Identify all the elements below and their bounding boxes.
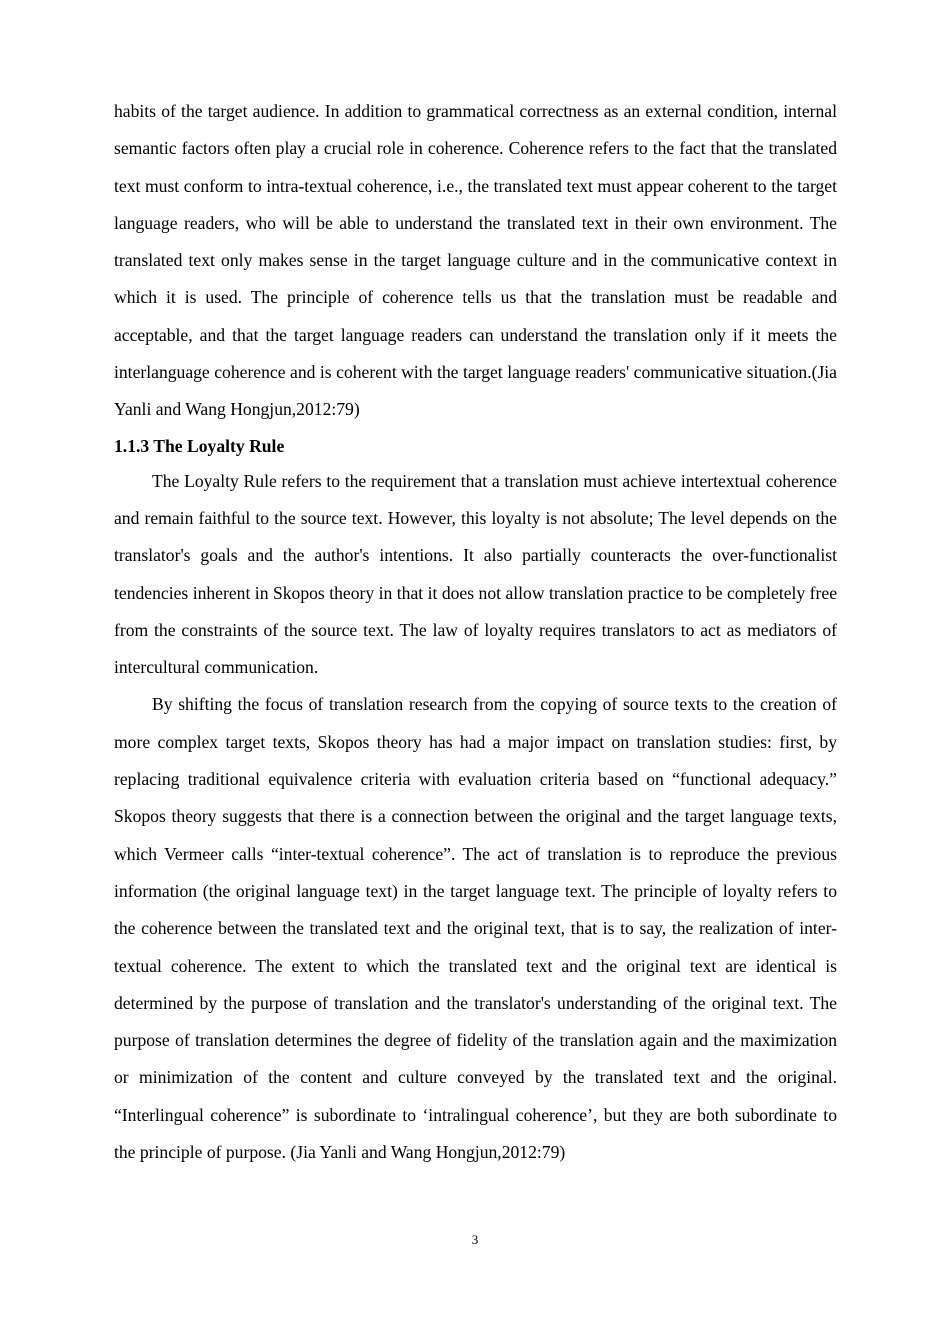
section-heading: 1.1.3 The Loyalty Rule bbox=[114, 435, 285, 456]
body-paragraph-continued: habits of the target audience. In addition to grammatical correctness as an external condition, internal semantic factors often play a crucial role in coherence. Coherence refers to the fact that the translated text must conform to intra-textual coherence, i.e., the translated text must appear coherent to the target language readers, who will be able to understand the translated text in their own environment. The translated text only makes sense in the target language culture and in the communicative context in which it is used. The principle of coherence tells us that the translation must be readable and acceptable, and that the target language readers can understand the translation only if it meets the interlanguage coherence and is coherent with the target language readers' communicative situation.(Jia Yanli and Wang Hongjun,2012:79) bbox=[114, 101, 837, 420]
page-number: 3 bbox=[471, 1232, 479, 1247]
body-paragraph: By shifting the focus of translation research from the copying of source texts to the creation of more complex target texts, Skopos theory has had a major impact on translation studies: first, by replacing traditional equivalence criteria with evaluation criteria based on “functional adequacy.” Skopos theory suggests that there is a connection between the original and the target language texts, which Vermeer calls “inter-textual coherence”. The act of translation is to reproduce the previous information (the original language text) in the target language text. The principle of loyalty refers to the coherence between the translated text and the original text, that is to say, the realization of inter-textual coherence. The extent to which the translated text and the original text are identical is determined by the purpose of translation and the translator's understanding of the original text. The purpose of translation determines the degree of fidelity of the translation again and the maximization or minimization of the content and culture conveyed by the translated text and the original. “Interlingual coherence” is subordinate to ‘intralingual coherence’, but they are both subordinate to the principle of purpose. (Jia Yanli and Wang Hongjun,2012:79) bbox=[114, 694, 837, 1163]
document-page bbox=[114, 93, 837, 1171]
body-paragraph: The Loyalty Rule refers to the requirement that a translation must achieve intertextual coherence and remain faithful to the source text. However, this loyalty is not absolute; The level depends on the translator's goals and the author's intentions. It also partially counteracts the over-functionalist tendencies inherent in Skopos theory in that it does not allow translation practice to be completely free from the constraints of the source text. The law of loyalty requires translators to act as mediators of intercultural communication. bbox=[114, 470, 837, 678]
